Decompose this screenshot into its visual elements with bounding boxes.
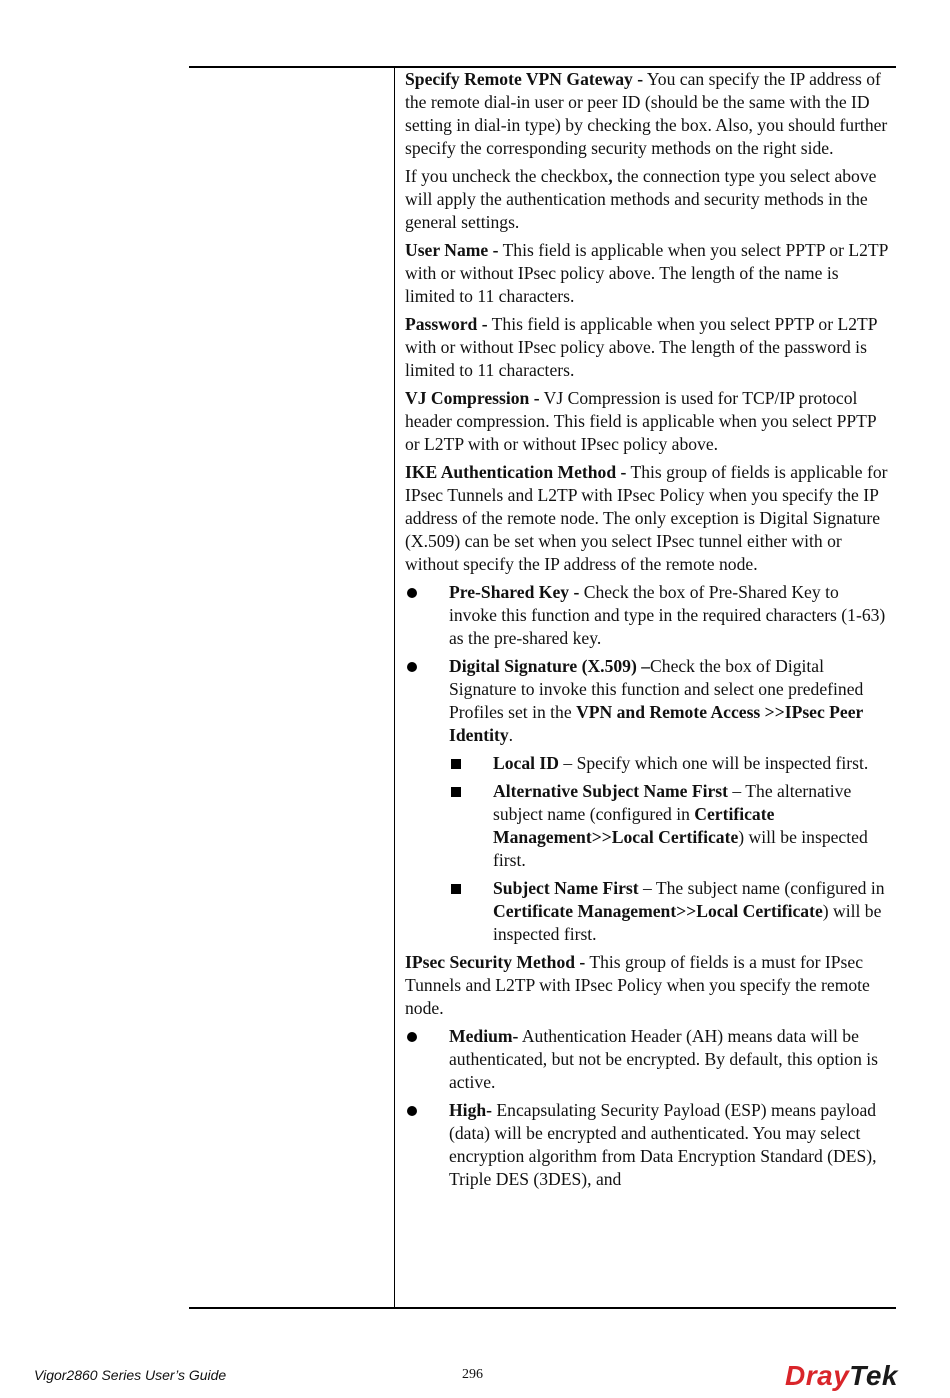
description-column xyxy=(405,68,889,1196)
list-item-pre-shared-key: Pre-Shared Key - Check the box of Pre-Shared Key to invoke this function and type in the required characters (1-63) as the pre-shared key. xyxy=(405,581,889,650)
bullet-dot-icon xyxy=(407,1032,417,1042)
remote-gateway-paragraph: Specify Remote VPN Gateway - You can specify the IP address of the remote dial-in user or peer ID (should be the same with the ID setting in dial-in type) by checking the box. Also, you should further specify the corresponding security methods on the right side. xyxy=(405,69,888,158)
ike-auth-paragraph: IKE Authentication Method - This group of fields is applicable for IPsec Tunnels and L2TP with IPsec Policy when you specify the IP address of the remote node. The only exception is Digital Signature (X.509) can be set when you select IPsec tunnel either with or without specify the IP address of the remote node. xyxy=(405,462,888,574)
sub-item-alt-subject-name: Alternative Subject Name First – The alternative subject name (configured in Certificate Management>>Local Certificate) will be inspected first. xyxy=(405,780,889,872)
page-number: 296 xyxy=(462,1367,483,1382)
footer-guide-title: Vigor2860 Series User’s Guide xyxy=(34,1367,227,1383)
ipsec-security-paragraph: IPsec Security Method - This group of fields is a must for IPsec Tunnels and L2TP with IPsec Policy when you specify the remote node. xyxy=(405,952,870,1018)
table-bottom-rule xyxy=(189,1307,896,1309)
list-item-medium: Medium- Authentication Header (AH) means data will be authenticated, but not be encrypted. By default, this option is active. xyxy=(405,1025,889,1094)
bullet-square-icon xyxy=(451,884,461,894)
password-paragraph: Password - This field is applicable when you select PPTP or L2TP with or without IPsec policy above. The length of the password is limited to 11 characters. xyxy=(405,314,877,380)
list-item-high: High- Encapsulating Security Payload (ESP) means payload (data) will be encrypted and authenticated. You may select encryption algorithm from Data Encryption Standard (DES), Triple DES (3DES), and xyxy=(405,1099,889,1191)
user-name-paragraph: User Name - This field is applicable when you select PPTP or L2TP with or without IPsec policy above. The length of the name is limited to 11 characters. xyxy=(405,240,888,306)
vj-compression-paragraph: VJ Compression - VJ Compression is used for TCP/IP protocol header compression. This field is applicable when you select PPTP or L2TP with or without IPsec policy above. xyxy=(405,388,877,454)
bullet-square-icon xyxy=(451,759,461,769)
sub-item-subject-name: Subject Name First – The subject name (configured in Certificate Management>>Local Certificate) will be inspected first. xyxy=(405,877,889,946)
uncheck-paragraph: If you uncheck the checkbox, the connection type you select above will apply the authentication methods and security methods in the general settings. xyxy=(405,166,877,232)
draytek-logo: DrayTek xyxy=(785,1360,898,1391)
list-item-digital-signature: Digital Signature (X.509) –Check the box of Digital Signature to invoke this function and select one predefined Profiles set in the VPN and Remote Access >>IPsec Peer Identity. xyxy=(405,655,889,747)
bullet-dot-icon xyxy=(407,588,417,598)
bullet-square-icon xyxy=(451,787,461,797)
bullet-dot-icon xyxy=(407,662,417,672)
table-column-divider xyxy=(394,67,395,1308)
bullet-dot-icon xyxy=(407,1106,417,1116)
sub-item-local-id: Local ID – Specify which one will be inspected first. xyxy=(405,752,889,775)
